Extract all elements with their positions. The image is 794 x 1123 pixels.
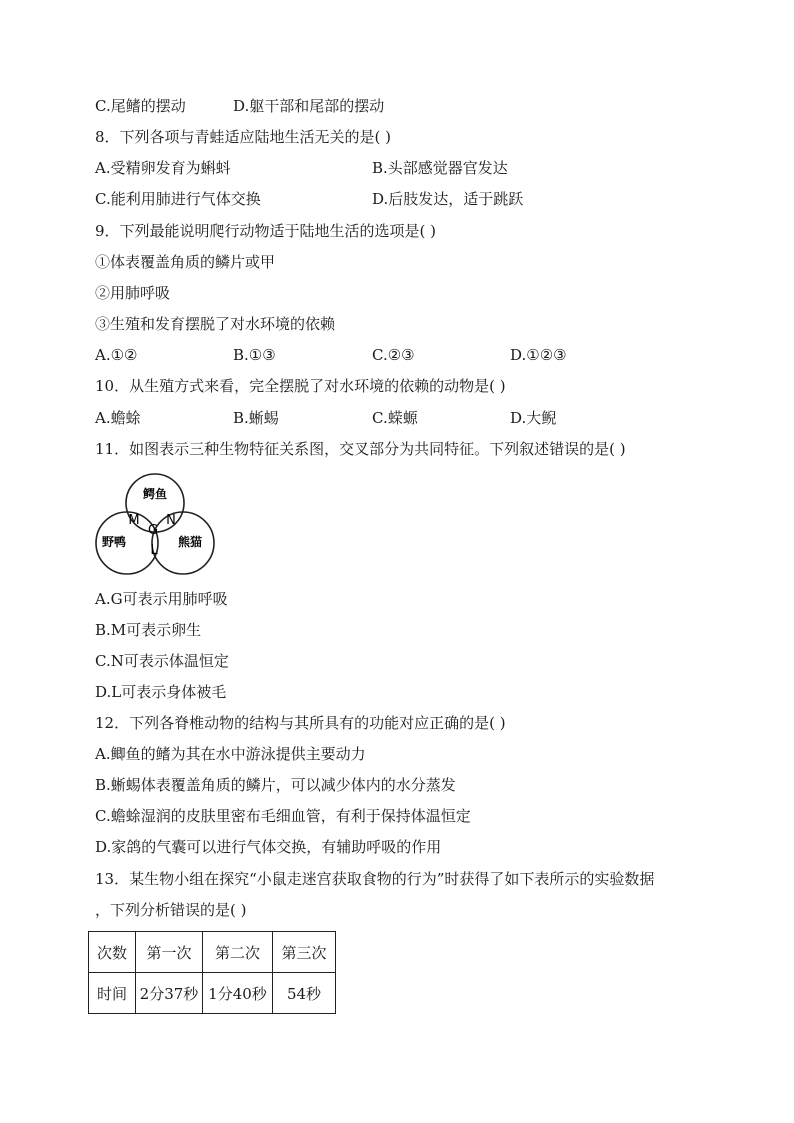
table-cell: 次数 bbox=[89, 932, 136, 973]
venn-region-m: M bbox=[128, 513, 140, 528]
q12-stem: 12．下列各脊椎动物的结构与其所具有的功能对应正确的是( ) bbox=[95, 714, 506, 732]
table-cell: 第二次 bbox=[203, 932, 273, 973]
q12-option-c: C.蟾蜍湿润的皮肤里密布毛细血管，有利于保持体温恒定 bbox=[95, 807, 471, 825]
q9-statement-1: ①体表覆盖角质的鳞片或甲 bbox=[95, 253, 276, 271]
table-cell: 1分40秒 bbox=[203, 973, 273, 1014]
table-cell: 2分37秒 bbox=[136, 973, 203, 1014]
table-cell: 54秒 bbox=[273, 973, 336, 1014]
venn-diagram bbox=[94, 472, 216, 580]
q12-option-d: D.家鸽的气囊可以进行气体交换，有辅助呼吸的作用 bbox=[95, 838, 442, 856]
q8-option-c: C.能利用肺进行气体交换 bbox=[95, 190, 261, 208]
q10-stem: 10．从生殖方式来看，完全摆脱了对水环境的依赖的动物是( ) bbox=[95, 377, 506, 395]
q9-option-b: B.①③ bbox=[233, 346, 276, 364]
q8-option-d: D.后肢发达，适于跳跃 bbox=[372, 190, 524, 208]
q7-option-d: D.躯干部和尾部的摆动 bbox=[233, 97, 385, 115]
q9-statement-3: ③生殖和发育摆脱了对水环境的依赖 bbox=[95, 315, 336, 333]
table-cell: 时间 bbox=[89, 973, 136, 1014]
venn-label-right: 熊猫 bbox=[177, 535, 203, 549]
q9-option-d: D.①②③ bbox=[510, 346, 567, 364]
q11-option-b: B.M可表示卵生 bbox=[95, 621, 202, 639]
table-cell: 第一次 bbox=[136, 932, 203, 973]
q11-option-d: D.L可表示身体被毛 bbox=[95, 683, 227, 701]
table-row bbox=[89, 973, 336, 1014]
venn-region-l: L bbox=[150, 543, 158, 558]
q8-stem: 8．下列各项与青蛙适应陆地生活无关的是( ) bbox=[95, 128, 392, 146]
q13-stem-line-2: ，下列分析错误的是( ) bbox=[95, 901, 247, 919]
q10-option-b: B.蜥蜴 bbox=[233, 409, 279, 427]
q9-option-a: A.①② bbox=[95, 346, 138, 364]
venn-label-left: 野鸭 bbox=[101, 535, 127, 549]
q11-stem: 11．如图表示三种生物特征关系图，交叉部分为共同特征。下列叙述错误的是( ) bbox=[95, 440, 626, 458]
table-row bbox=[89, 932, 336, 973]
venn-label-top: 鳄鱼 bbox=[142, 487, 168, 501]
q10-option-c: C.蝾螈 bbox=[372, 409, 418, 427]
q9-option-c: C.②③ bbox=[372, 346, 415, 364]
q12-option-a: A.鲫鱼的鳍为其在水中游泳提供主要动力 bbox=[95, 745, 366, 763]
q9-statement-2: ②用肺呼吸 bbox=[95, 284, 171, 302]
q11-option-a: A.G可表示用肺呼吸 bbox=[95, 590, 228, 608]
q10-option-a: A.蟾蜍 bbox=[95, 409, 141, 427]
q12-option-b: B.蜥蜴体表覆盖角质的鳞片，可以减少体内的水分蒸发 bbox=[95, 776, 456, 794]
q8-option-b: B.头部感觉器官发达 bbox=[372, 159, 508, 177]
venn-region-g: G bbox=[147, 523, 159, 538]
maze-data-table bbox=[88, 931, 336, 1014]
table-cell: 第三次 bbox=[273, 932, 336, 973]
venn-region-n: N bbox=[166, 513, 176, 528]
q13-stem-line-1: 13．某生物小组在探究“小鼠走迷宫获取食物的行为”时获得了如下表所示的实验数据 bbox=[95, 870, 655, 888]
q10-option-d: D.大鲵 bbox=[510, 409, 557, 427]
q11-option-c: C.N可表示体温恒定 bbox=[95, 652, 229, 670]
q9-stem: 9．下列最能说明爬行动物适于陆地生活的选项是( ) bbox=[95, 222, 437, 240]
q8-option-a: A.受精卵发育为蝌蚪 bbox=[95, 159, 231, 177]
q7-option-c: C.尾鳍的摆动 bbox=[95, 97, 186, 115]
